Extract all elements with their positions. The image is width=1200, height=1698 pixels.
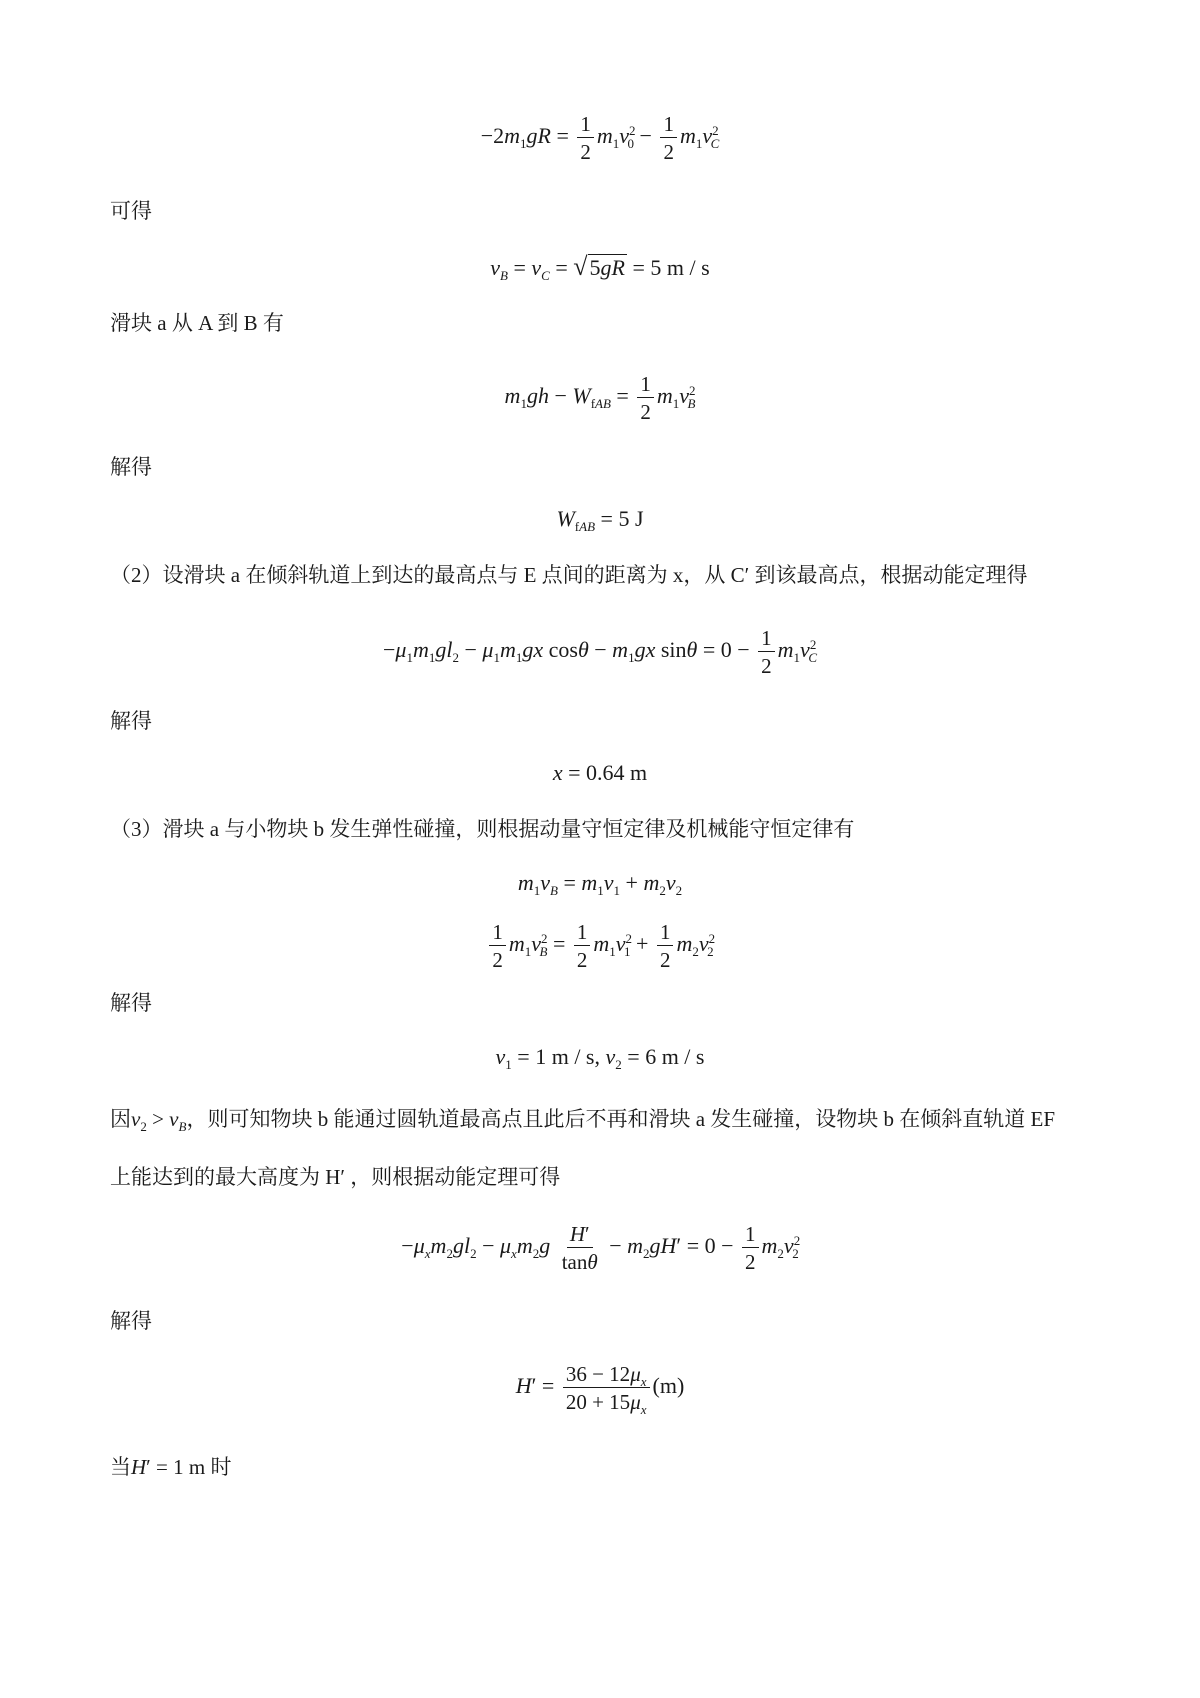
equation-work-friction: $m_1gh - W_{fAB}$ = $\frac{1}{2}$ $m_1v^2_B$ (504, 372, 696, 424)
value-vB: 5 m / s (650, 255, 710, 280)
equation-H-result: H′ = $\frac{36 - 12\mu_x}{20 + 15\mu_x}$ (m) (515, 1362, 685, 1417)
equation-momentum: $m_1v_B = m_1v_1 + m_2v_2$ (517, 870, 683, 898)
text-part3: （3）滑块 a 与小物块 b 发生弹性碰撞，则根据动量守恒定律及机械能守恒定律有 (110, 817, 855, 841)
value-H-denominator: 20 + 15 (565, 1390, 631, 1414)
equation-v1-v2: $v_1 = 1$ m / s, $v_2 = 6$ m / s (495, 1044, 705, 1072)
equation-max-height: $-\mu_xm_2gl_2 - \mu_xm_2g$ $\frac{H'}{\tan\theta}$ − $m_2gH' = 0$ − $\frac{1}{2}$ $m_2v^2_2$ (401, 1222, 801, 1274)
equation-vB-vC: $v_B = v_C = √5gR = 5$ m / s (490, 252, 710, 283)
text-keyi: 可得 (110, 199, 152, 223)
text-huakuai-a: 滑块 a 从 A 到 B 有 (110, 311, 284, 335)
text-jiede-2: 解得 (110, 709, 152, 733)
text-jiede-3: 解得 (110, 991, 152, 1015)
text-jiede-1: 解得 (110, 455, 152, 479)
equation-x-result: x = 0.64 m (552, 760, 648, 785)
equation-energy-circle: $-2m_1gR$ = $\frac{1}{2}$ $m_1v^2_0$ − $\frac{1}{2}$ $m_1v^2_C$ (480, 112, 720, 164)
value-v2: 6 m / s (645, 1044, 705, 1069)
text-yin-rest: ，则可知物块 b 能通过圆轨道最高点且此后不再和滑块 a 发生碰撞，设物块 b 在倾斜直轨道 EF (186, 1107, 1056, 1131)
equation-WfAB-result: $W_{fAB} = 5$ J (556, 506, 644, 534)
equation-kinetic-energy: $\frac{1}{2}$ $m_1v^2_B$ = $\frac{1}{2}$ $m_1v^2_1$ + $\frac{1}{2}$ $m_2v^2_2$ (0, 920, 1200, 972)
value-H-numerator: 36 − 12 (565, 1362, 631, 1386)
value-WfAB: 5 J (618, 506, 644, 531)
text-shang: 上能达到的最大高度为 H′ ，则根据动能定理可得 (110, 1165, 561, 1189)
text-dang: 当H′ = 1 m 时 (110, 1455, 232, 1479)
text-jiede-4: 解得 (110, 1309, 152, 1333)
value-x: 0.64 m (586, 760, 648, 785)
text-yin-prefix: 因 (110, 1107, 131, 1131)
text-dang-prefix: 当 (110, 1455, 131, 1479)
value-H-cond: 1 m (173, 1455, 206, 1479)
value-H-unit: (m) (652, 1373, 685, 1399)
text-dang-suffix: 时 (210, 1455, 232, 1479)
text-yin: 因$v_2 > v_B$，则可知物块 b 能通过圆轨道最高点且此后不再和滑块 a 发生碰撞，设物块 b 在倾斜直轨道 EF (110, 1107, 1056, 1134)
value-v1: 1 m / s (535, 1044, 595, 1069)
text-part2: （2）设滑块 a 在倾斜轨道上到达的最高点与 E 点间的距离为 x，从 C′ 到该最高点，根据动能定理得 (110, 563, 1028, 587)
equation-incline-energy: $-\mu_1m_1gl_2 - \mu_1m_1gx$ $\cos\theta - m_1gx$ sinθ = 0 − $\frac{1}{2}$ $m_1v^2_C$ (383, 626, 817, 678)
